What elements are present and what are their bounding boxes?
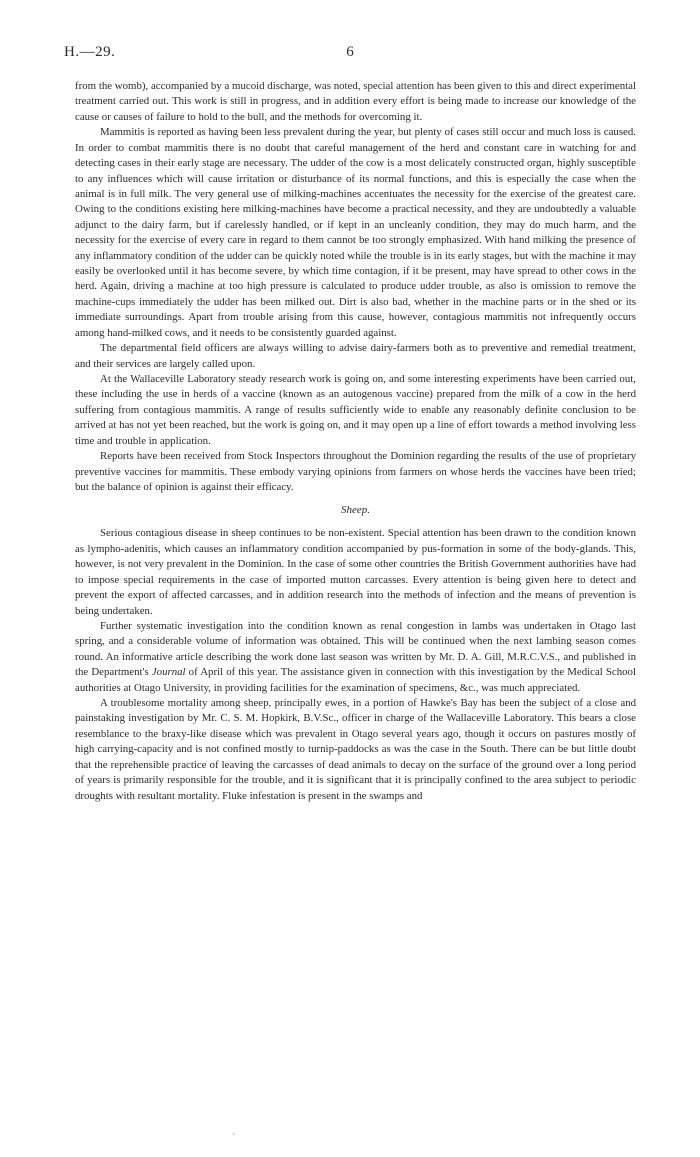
section-heading-sheep: Sheep.: [340, 504, 370, 517]
footer-mark: `: [232, 1133, 236, 1144]
paragraph-text: of April of this year. The assistance given in connection with this investigation by the Medical School authorities at Otago University, in providing facilities for the examination of specimens, &c., was much appreciated.: [75, 666, 636, 694]
paragraph-sheep-disease: Serious contagious disease in sheep continues to be non-existent. Special attention has been drawn to the condition known as lympho-adenitis, which causes an inflammatory condition accompanied by pus-formation in some of the body-glands. This, however, is not very prevalent in the Dominion. In the case of some other countries the British Government authorities have had to impose special requirements in the case of imported mutton carcasses. Every attention is being given here to detect and prevent the export of affected carcasses, and in addition research into the methods of infection and the means of prevention is being undertaken.: [75, 527, 636, 617]
paragraph-continuation: from the womb), accompanied by a mucoid discharge, was noted, special attention has been given to this and direct experimental treatment carried out. This work is still in progress, and in addition every effort is being made to increase our knowledge of the cause or causes of failure to hold to the bull, and the methods for overcoming it.: [75, 80, 636, 123]
page-number: 6: [346, 44, 354, 60]
paragraph-wallaceville-laboratory: At the Wallaceville Laboratory steady research work is going on, and some interesting experiments have been carried out, these including the use in herds of a vaccine (known as an autogenous vaccine) prepared from the milk of a cow in the herd suffering from contagious mammitis. A range of results sufficiently wide to enable any reasonably definite conclusion to be arrived at has not yet been reached, but the work is going on, and it may open up a line of effort towards a method involving less time and trouble in application.: [75, 373, 636, 447]
document-body: [75, 79, 636, 804]
paragraph-stock-inspectors: Reports have been received from Stock Inspectors throughout the Dominion regarding the results of the use of proprietary preventive vaccines for mammitis. These embody varying opinions from farmers on whose herds the vaccines have been tried; but the balance of opinion is against their efficacy.: [75, 450, 636, 493]
paragraph-text: Further systematic investigation into the condition known as renal congestion in lambs was undertaken in Otago last spring, and a considerable volume of information was obtained. This will be continued when the next lambing season comes round. An informative article describing the work done last season was written by Mr. D. A. Gill, M.R.C.V.S., and published in the Department's: [75, 619, 636, 679]
document-reference: H.—29.: [64, 44, 116, 60]
journal-title: Journal: [151, 666, 186, 679]
paragraph-field-officers: The departmental field officers are always willing to advise dairy-farmers both as to preventive and remedial treatment, and their services are largely called upon.: [75, 342, 636, 370]
paragraph-renal-congestion: [75, 619, 636, 696]
paragraph-mammitis: Mammitis is reported as having been less prevalent during the year, but plenty of cases still occur and much loss is caused. In order to combat mammitis there is no doubt that careful management of the herd and constant care in watching for and detecting cases in their early stage are necessary. The udder of the cow is a most delicately constructed organ, highly susceptible to any influences which will cause irritation or disturbance of its normal functions, and this is especially the case when the animal is in full milk. The very general use of milking-machines accentuates the necessity for the exercise of the greatest care. Owing to the conditions existing here milking-machines have become a practical necessity, and they are undoubtedly a valuable adjunct to the dairy farm, but if carelessly handled, or if kept in an uncleanly condition, they may do much harm, and the necessity for the exercise of every care in regard to them cannot be too strongly emphasized. With hand milking the presence of any inflammatory condition of the udder can be quickly noted while the trouble is in its early stages, but with the machine it may easily be overlooked until it has become severe, by which time contagion, if it be present, may have spread to other cows in the herd. Again, driving a machine at too high pressure is calculated to produce udder trouble, as also is omission to remove the machine-cups immediately the udder has been milked out. Dirt is also bad, whether in the machine parts or in the shed or its immediate surroundings. Apart from trouble arising from this cause, however, contagious mammitis not infrequently occurs among hand-milked cows, and it needs to be consistently guarded against.: [75, 126, 636, 339]
paragraph-hawkes-bay-mortality: A troublesome mortality among sheep, principally ewes, in a portion of Hawke's Bay has been the subject of a close and painstaking investigation by Mr. C. S. M. Hopkirk, B.V.Sc., officer in charge of the Wallaceville Laboratory. This bears a close resemblance to the braxy-like disease which was prevalent in Otago several years ago, though it occurs on pastures mostly of high carrying-capacity and is not confined mostly to turnip-paddocks as was the case in the South. There can be but little doubt that the reprehensible practice of leaving the carcasses of dead animals to decay on the surface of the ground over a long period of years is primarily responsible for the trouble, and it is significant that it is principally confined to the area subject to periodic droughts with resultant mortality. Fluke infestation is present in the swamps and: [75, 697, 636, 802]
page-header: [64, 44, 636, 64]
